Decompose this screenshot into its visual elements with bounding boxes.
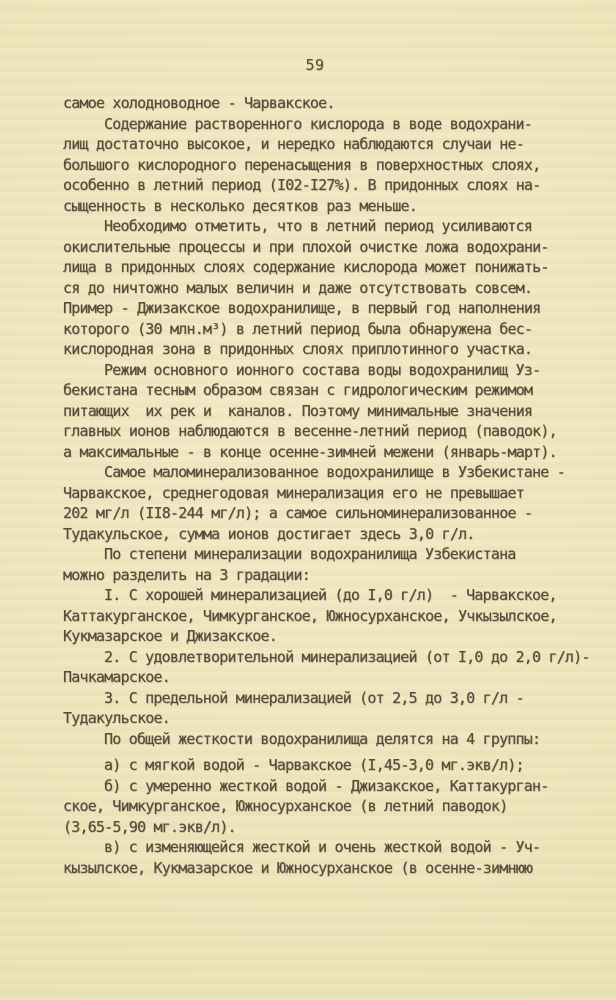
- text-line: сыщенность в несколько десятков раз меньше.: [63, 196, 417, 215]
- text-line: Кукмазарское и Джизакское.: [63, 627, 278, 645]
- text-line: лищ достаточно высокое, и нередко наблюдаются случаи не-: [63, 135, 524, 153]
- text-line: бекистана тесным образом связан с гидрологическим режимом: [63, 381, 533, 399]
- text-line: 202 мг/л (II8-244 мг/л); а самое сильноминерализованное -: [63, 504, 533, 522]
- text-line: По степени минерализации водохранилища Узбекистана: [104, 545, 516, 563]
- text-line: Самое маломинерализованное водохранилище в Узбекистане -: [104, 463, 565, 481]
- text-line: Режим основного ионного состава воды водохранилищ Уз-: [104, 360, 541, 379]
- text-line: кислородная зона в придонных слоях приплотинного участка.: [63, 340, 533, 358]
- text-line: а максимальные - в конце осенне-зимней межени (январь-март).: [63, 442, 557, 461]
- text-line: Каттакурганское, Чимкурганское, Южносурханское, Учкызылское,: [63, 606, 557, 625]
- page-number: 59: [305, 56, 325, 74]
- text-line: самое холодноводное - Чарвакское.: [63, 94, 335, 112]
- text-line: 2. С удовлетворительной минерализацией (от I,0 до 2,0 г/л)-: [104, 647, 590, 666]
- document-text: [63, 93, 608, 878]
- text-line: ское, Чимкурганское, Южносурханское (в летний паводок): [63, 797, 508, 815]
- text-line: I. С хорошей минерализацией (до I,0 г/л) - Чарвакское,: [104, 586, 557, 604]
- text-line: По общей жесткости водохранилища делятся на 4 группы:: [104, 729, 541, 748]
- text-line: большого кислородного перенасыщения в поверхностных слоях,: [63, 155, 541, 174]
- text-line: кызылское, Кукмазарское и Южносурханское (в осенне-зимнюю: [63, 858, 533, 877]
- text-line: можно разделить на 3 градации:: [63, 565, 310, 584]
- text-line: Необходимо отметить, что в летний период усиливаются: [104, 217, 533, 235]
- text-line: которого (30 млн.м³) в летний период была обнаружена бес-: [63, 319, 533, 338]
- text-line: Чарвакское, среднегодовая минерализация его не превышает: [63, 483, 524, 502]
- text-line: Пачкамарское.: [63, 668, 171, 686]
- text-line: а) с мягкой водой - Чарвакское (I,45-3,0 мг.экв/л);: [104, 756, 524, 774]
- text-line: Тудакульское.: [63, 709, 171, 727]
- text-line: ся до ничтожно малых величин и даже отсутствовать совсем.: [63, 278, 533, 297]
- text-line: лища в придонных слоях содержание кислорода может понижать-: [63, 258, 549, 276]
- text-line: Тудакульское, сумма ионов достигает здесь 3,0 г/л.: [63, 524, 475, 543]
- text-line: б) с умеренно жесткой водой - Джизакское, Каттакурган-: [104, 776, 549, 795]
- text-line: Пример - Джизакское водохранилище, в первый год наполнения: [63, 299, 541, 317]
- text-line: в) с изменяющейся жесткой и очень жесткой водой - Уч-: [104, 838, 541, 856]
- text-line: особенно в летний период (I02-I27%). В придонных слоях на-: [63, 176, 541, 194]
- text-line: окислительные процессы и при плохой очистке ложа водохрани-: [63, 237, 549, 256]
- text-line: Содержание растворенного кислорода в воде водохрани-: [104, 114, 533, 133]
- text-line: (3,65-5,90 мг.экв/л).: [63, 817, 236, 836]
- text-line: питающих их рек и каналов. Поэтому минимальные значения: [63, 401, 533, 420]
- text-line: 3. С предельной минерализацией (от 2,5 до 3,0 г/л -: [104, 688, 524, 707]
- text-line: главных ионов наблюдаются в весенне-летний период (паводок),: [63, 422, 557, 440]
